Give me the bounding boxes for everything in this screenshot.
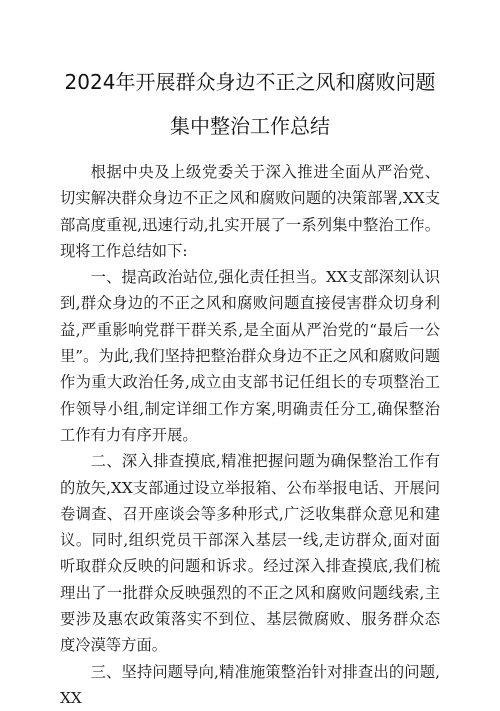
paragraph-section-3: 三、坚持问题导向,精准施策整治针对排查出的问题,XX <box>60 662 440 707</box>
paragraph-section-2: 二、深入排查摸底,精准把握问题为确保整治工作有的放矢,XX支部通过设立举报箱、公布举报电话、开展问卷调查、召开座谈会等多种形式,广泛收集群众意见和建议。同时,组织党员干部深入基层一线,走访群众,面对面听取群众反映的问题和诉求。经过深入排查摸底,我们梳理出了一批群众反映强烈的不正之风和腐败问题线索,主要涉及惠农政策落实不到位、基层微腐败、服务群众态度冷漠等方面。 <box>60 452 440 655</box>
paragraph-section-1: 一、提高政治站位,强化责任担当。XX支部深刻认识到,群众身边的不正之风和腐败问题直接侵害群众切身利益,严重影响党群干群关系,是全面从严治党的“最后一公里”。为此,我们坚持把整治群众身边不正之风和腐败问题作为重大政治任务,成立由支部书记任组长的专项整治工作领导小组,制定详细工作方案,明确责任分工,确保整治工作有力有序开展。 <box>60 268 440 444</box>
document-title-line-2: 集中整治工作总结 <box>170 114 330 138</box>
document-body <box>60 159 440 711</box>
document-title-line-1: 2024年开展群众身边不正之风和腐败问题 <box>64 70 436 94</box>
paragraph-intro: 根据中央及上级党委关于深入推进全面从严治党、切实解决群众身边不正之风和腐败问题的决策部署,XX支部高度重视,迅速行动,扎实开展了一系列集中整治工作。现将工作总结如下: <box>60 163 440 260</box>
